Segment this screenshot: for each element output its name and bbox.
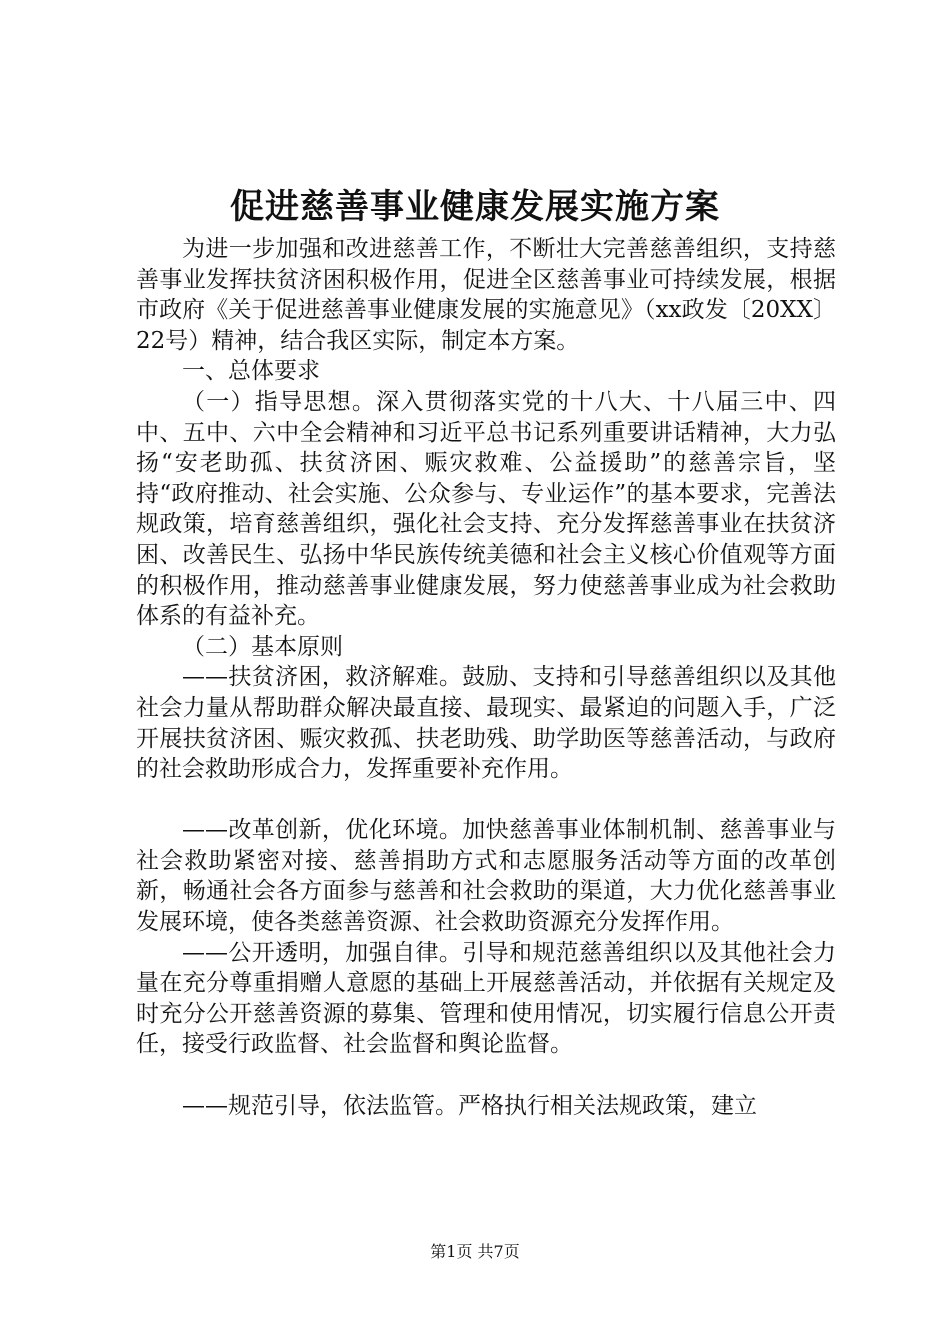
section-heading-general-requirements: 一、总体要求: [182, 358, 320, 385]
principle-poverty-relief: ——扶贫济困，救济解难。鼓励、支持和引导慈善组织以及其他社会力量从帮助群众解决最直接、最现实、最紧迫的问题入手，广泛开展扶贫济困、赈灾救孤、扶老助残、助学助医等慈善活动，与政府的社会救助形成合力，发挥重要补充作用。: [136, 664, 836, 783]
document-title: 促进慈善事业健康发展实施方案: [230, 187, 720, 227]
page-number-footer: 第1页 共7页: [430, 1242, 520, 1261]
subsection-heading-basic-principles: （二）基本原则: [182, 633, 343, 660]
principle-regulation: ——规范引导，依法监管。严格执行相关法规政策，建立: [182, 1092, 757, 1119]
paragraph-guiding-ideology: （一）指导思想。深入贯彻落实党的十八大、十八届三中、四中、五中、六中全会精神和习近平总书记系列重要讲话精神，大力弘扬“安老助孤、扶贫济困、赈灾救难、公益援助”的慈善宗旨，坚持“政府推动、社会实施、公众参与、专业运作”的基本要求，完善法规政策，培育慈善组织，强化社会支持、充分发挥慈善事业在扶贫济困、改善民生、弘扬中华民族传统美德和社会主义核心价值观等方面的积极作用，推动慈善事业健康发展，努力使慈善事业成为社会救助体系的有益补充。: [136, 388, 836, 630]
intro-paragraph: 为进一步加强和改进慈善工作，不断壮大完善慈善组织，支持慈善事业发挥扶贫济困积极作用，促进全区慈善事业可持续发展，根据市政府《关于促进慈善事业健康发展的实施意见》（xx政发〔20XX〕22号）精神，结合我区实际，制定本方案。: [136, 236, 836, 354]
document-body: [136, 234, 836, 1121]
principle-transparency: ——公开透明，加强自律。引导和规范慈善组织以及其他社会力量在充分尊重捐赠人意愿的基础上开展慈善活动，并依据有关规定及时充分公开慈善资源的募集、管理和使用情况，切实履行信息公开责任，接受行政监督、社会监督和舆论监督。: [136, 939, 836, 1058]
principle-reform-innovation: ——改革创新，优化环境。加快慈善事业体制机制、慈善事业与社会救助紧密对接、慈善捐助方式和志愿服务活动等方面的改革创新，畅通社会各方面参与慈善和社会救助的渠道，大力优化慈善事业发展环境，使各类慈善资源、社会救助资源充分发挥作用。: [136, 817, 836, 936]
